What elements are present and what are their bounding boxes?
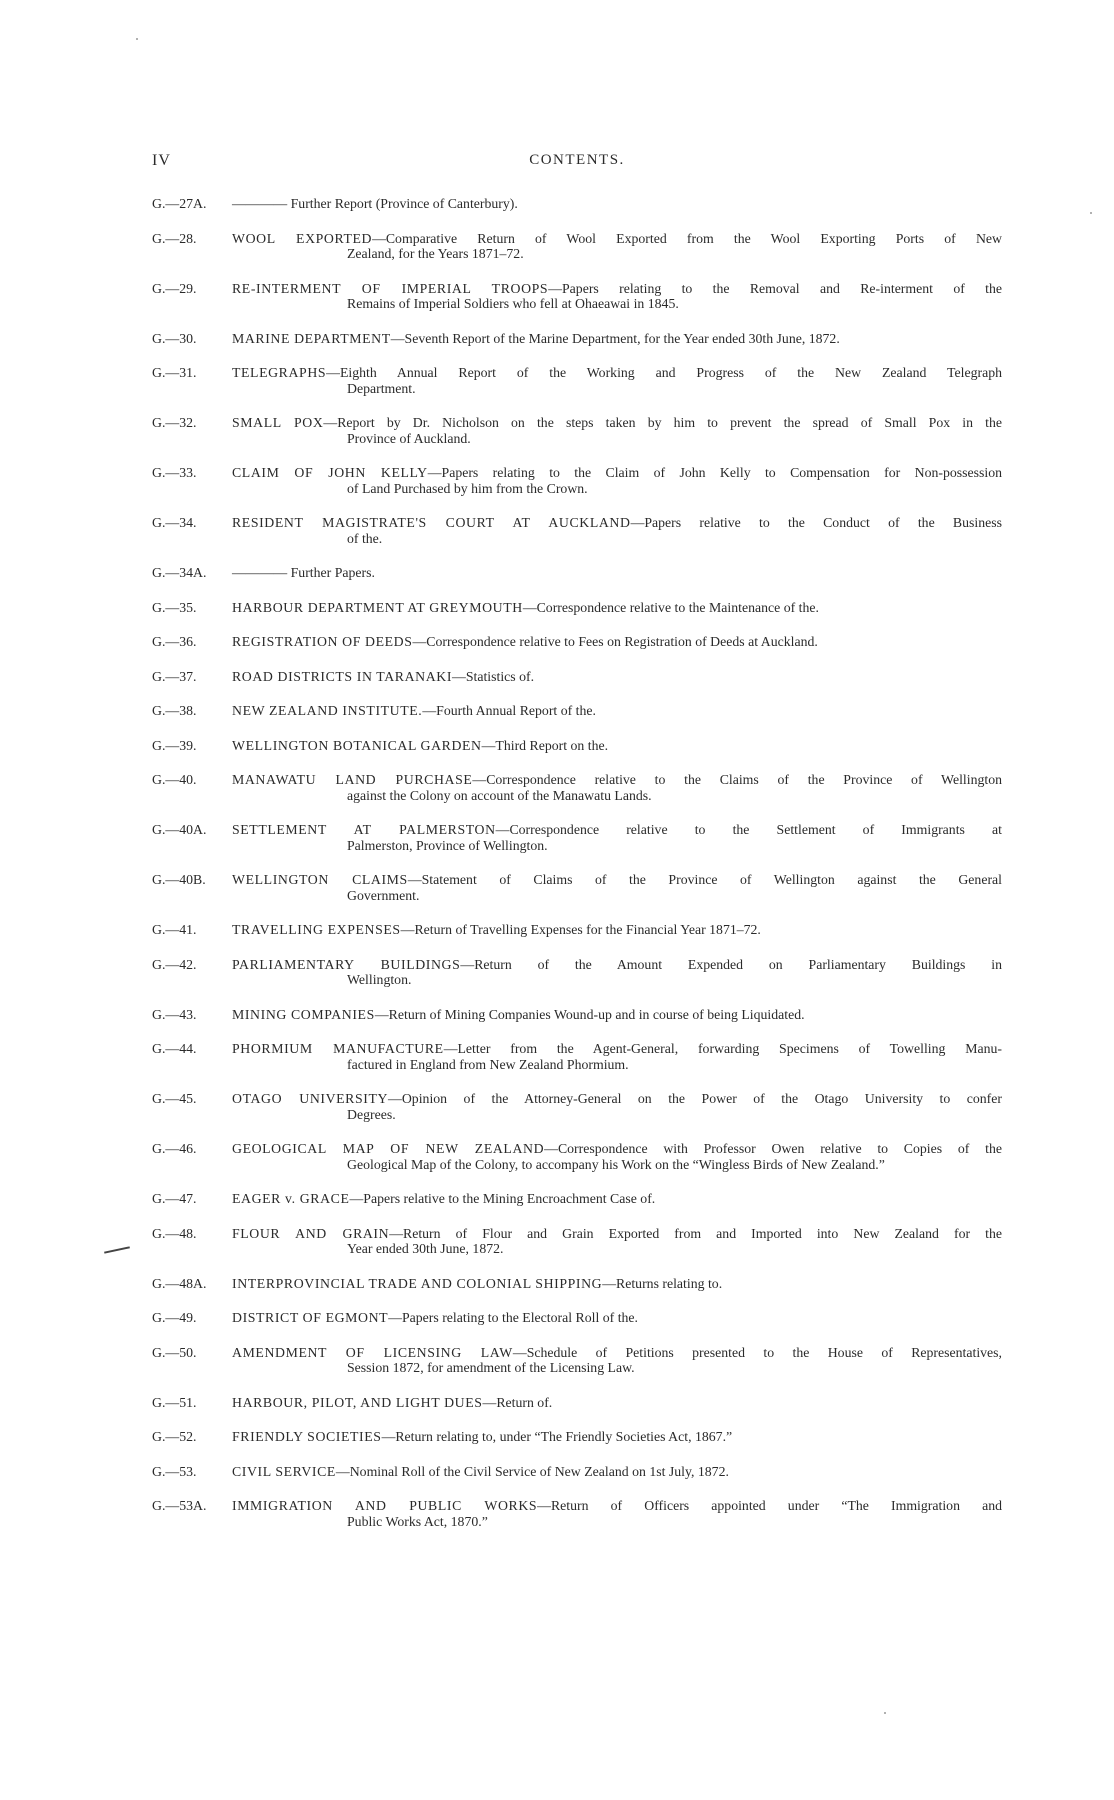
entry-code: G.—53A. [152, 1498, 207, 1513]
entry-code: G.—46. [152, 1141, 197, 1156]
entry-description: —Correspondence relative to the Settlement of Immigrants at [495, 822, 1002, 837]
entry-code: G.—47. [152, 1191, 197, 1206]
entry-continuation: Wellington. [347, 972, 412, 987]
entry-continuation: Palmerston, Province of Wellington. [347, 837, 548, 853]
entry-description: —Papers relating to the Removal and Re-interment of the [548, 280, 1002, 296]
entry-text [232, 1007, 1002, 1023]
contents-entry [152, 1345, 1002, 1376]
entry-title: MINING COMPANIES [232, 1006, 375, 1022]
entry-continuation: Geological Map of the Colony, to accompany his Work on the “Wingless Birds of New Zealand.” [347, 1156, 885, 1172]
contents-entry [152, 922, 1002, 938]
entry-title: RESIDENT MAGISTRATE'S COURT AT AUCKLAND [232, 515, 631, 530]
contents-entry [152, 634, 1002, 650]
entry-description: —Letter from the Agent-General, forwarding Specimens of Towelling Manu- [443, 1041, 1003, 1056]
entry-title: EAGER v. GRACE [232, 1191, 350, 1206]
entry-continuation: Remains of Imperial Soldiers who fell at Ohaeawai in 1845. [347, 296, 679, 311]
entry-title: IMMIGRATION AND PUBLIC WORKS [232, 1498, 538, 1513]
entry-text [232, 415, 1002, 431]
entry-continuation: Province of Auckland. [347, 430, 471, 446]
entry-code: G.—31. [152, 365, 197, 380]
contents-entry [152, 1464, 1002, 1480]
entry-title: MANAWATU LAND PURCHASE [232, 772, 473, 787]
entry-code: G.—38. [152, 703, 197, 718]
entry-description: —Returns relating to. [602, 1275, 723, 1291]
entry-text [232, 331, 1002, 347]
entry-continuation: Public Works Act, 1870.” [347, 1513, 488, 1529]
contents-entry [152, 1395, 1002, 1411]
entry-title: MARINE DEPARTMENT [232, 330, 391, 346]
contents-entry [152, 1191, 1002, 1207]
entry-description: —Papers relative to the Mining Encroachment Case of. [349, 1191, 656, 1206]
entry-title: WELLINGTON CLAIMS [232, 872, 408, 887]
entry-code: G.—50. [152, 1344, 197, 1360]
entry-title: FLOUR AND GRAIN [232, 1225, 390, 1241]
entry-text [232, 922, 1002, 938]
entry-code: G.—53. [152, 1463, 197, 1479]
entry-description: —Return relating to, under “The Friendly Societies Act, 1867.” [381, 1429, 733, 1444]
contents-entry [152, 515, 1002, 546]
entry-continuation: Year ended 30th June, 1872. [347, 1241, 504, 1256]
contents-entry [152, 565, 1002, 581]
entry-code: G.—29. [152, 280, 197, 296]
entry-title: CIVIL SERVICE [232, 1463, 336, 1479]
contents-entry [152, 738, 1002, 754]
page-header [152, 152, 1002, 176]
contents-entry [152, 1091, 1002, 1122]
entry-description: —Comparative Return of Wool Exported from the Wool Exporting Ports of New [372, 230, 1002, 246]
entry-code: G.—40B. [152, 872, 206, 887]
entry-text [232, 1429, 1002, 1445]
entry-code: G.—32. [152, 415, 197, 430]
contents-entry [152, 365, 1002, 396]
entry-text [232, 1091, 1002, 1107]
entry-title: DISTRICT OF EGMONT [232, 1310, 389, 1325]
entry-text [232, 231, 1002, 247]
entry-code: G.—34. [152, 515, 197, 530]
entry-title: CLAIM OF JOHN KELLY [232, 465, 428, 480]
entry-text [232, 600, 1002, 616]
contents-entry [152, 231, 1002, 262]
page-title: CONTENTS. [529, 152, 625, 168]
entry-text [232, 872, 1002, 888]
entry-text [232, 1310, 1002, 1326]
entry-description: —Return of Travelling Expenses for the Financial Year 1871–72. [400, 922, 761, 937]
entry-title: TRAVELLING EXPENSES [232, 922, 401, 937]
entry-text [232, 669, 1002, 685]
contents-entry [152, 1310, 1002, 1326]
entry-description: ———— Further Papers. [232, 565, 375, 580]
page-number: IV [152, 152, 171, 169]
entry-title: RE-INTERMENT OF IMPERIAL TROOPS [232, 280, 549, 296]
entry-title: REGISTRATION OF DEEDS [232, 634, 413, 649]
entry-text [232, 281, 1002, 297]
entry-description: —Third Report on the. [481, 737, 609, 753]
entry-description: —Statistics of. [452, 668, 535, 684]
entry-title: ROAD DISTRICTS IN TARANAKI [232, 668, 453, 684]
entry-code: G.—51. [152, 1394, 197, 1410]
entry-code: G.—36. [152, 634, 197, 649]
entry-title: WELLINGTON BOTANICAL GARDEN [232, 737, 482, 753]
entry-code: G.—52. [152, 1429, 197, 1444]
contents-entry [152, 772, 1002, 803]
contents-entry [152, 1276, 1002, 1292]
entry-description: —Correspondence relative to the Maintenance of the. [522, 599, 819, 615]
entry-description: —Return of. [482, 1394, 553, 1410]
entry-description: —Return of Mining Companies Wound-up and in course of being Liquidated. [374, 1006, 805, 1022]
entry-code: G.—44. [152, 1041, 197, 1056]
entry-code: G.—34A. [152, 565, 207, 580]
entry-code: G.—48. [152, 1225, 197, 1241]
entry-text [232, 772, 1002, 788]
contents-entry [152, 281, 1002, 312]
entry-continuation: Government. [347, 887, 420, 903]
entry-code: G.—48A. [152, 1275, 207, 1291]
margin-pencil-mark [104, 1246, 130, 1253]
entry-text [232, 196, 1002, 212]
contents-entry [152, 465, 1002, 496]
entry-text [232, 1141, 1002, 1157]
entry-continuation: Zealand, for the Years 1871–72. [347, 246, 524, 261]
entry-continuation: against the Colony on account of the Manawatu Lands. [347, 787, 652, 803]
entry-code: G.—35. [152, 599, 197, 615]
entry-title: HARBOUR, PILOT, AND LIGHT DUES [232, 1394, 483, 1410]
entry-text [232, 1191, 1002, 1207]
entry-description: —Return of the Amount Expended on Parliamentary Buildings in [460, 956, 1002, 972]
entry-description: —Fourth Annual Report of the. [422, 703, 596, 718]
entry-code: G.—42. [152, 956, 197, 972]
entry-text [232, 1041, 1002, 1057]
entry-title: OTAGO UNIVERSITY [232, 1091, 389, 1106]
entry-text [232, 1395, 1002, 1411]
entry-title: TELEGRAPHS [232, 365, 327, 380]
entry-description: —Statement of Claims of the Province of Wellington against the General [407, 872, 1002, 887]
entry-title: HARBOUR DEPARTMENT AT GREYMOUTH [232, 599, 523, 615]
contents-entry [152, 822, 1002, 853]
entry-code: G.—27A. [152, 196, 207, 211]
contents-entry [152, 669, 1002, 685]
paper-speck [1090, 212, 1092, 214]
entry-title: FRIENDLY SOCIETIES [232, 1429, 382, 1444]
paper-speck [884, 1712, 886, 1714]
entry-description: —Correspondence with Professor Owen relative to Copies of the [544, 1141, 1002, 1156]
entry-continuation: Department. [347, 380, 416, 396]
contents-entry [152, 957, 1002, 988]
entry-code: G.—41. [152, 922, 197, 937]
entry-description: —Schedule of Petitions presented to the House of Representatives, [512, 1344, 1002, 1360]
entry-code: G.—40. [152, 772, 197, 787]
entry-text [232, 822, 1002, 838]
entry-description: —Seventh Report of the Marine Department, for the Year ended 30th June, 1872. [390, 330, 840, 346]
contents-list [152, 196, 1002, 1548]
entry-text [232, 1498, 1002, 1514]
contents-entry [152, 1007, 1002, 1023]
entry-title: PARLIAMENTARY BUILDINGS [232, 956, 461, 972]
entry-text [232, 738, 1002, 754]
entry-code: G.—40A. [152, 822, 207, 837]
entry-description: —Papers relating to the Claim of John Kelly to Compensation for Non-possession [427, 465, 1002, 480]
entry-description: —Return of Flour and Grain Exported from and Imported into New Zealand for the [389, 1225, 1002, 1241]
entry-title: SMALL POX [232, 415, 324, 430]
entry-text [232, 634, 1002, 650]
entry-description: ———— Further Report (Province of Canterbury). [232, 196, 518, 211]
entry-code: G.—39. [152, 737, 197, 753]
contents-entry [152, 1226, 1002, 1257]
entry-continuation: of Land Purchased by him from the Crown. [347, 480, 588, 496]
entry-description: —Eighth Annual Report of the Working and Progress of the New Zealand Telegraph [326, 365, 1002, 380]
entry-code: G.—37. [152, 668, 197, 684]
entry-code: G.—49. [152, 1310, 197, 1325]
entry-description: —Report by Dr. Nicholson on the steps taken by him to prevent the spread of Small Pox in the [323, 415, 1002, 430]
entry-description: —Correspondence relative to Fees on Registration of Deeds at Auckland. [412, 634, 818, 649]
entry-description: —Papers relating to the Electoral Roll of the. [388, 1310, 638, 1325]
entry-code: G.—28. [152, 230, 197, 246]
entry-text [232, 565, 1002, 581]
contents-entry [152, 196, 1002, 212]
entry-code: G.—45. [152, 1091, 197, 1106]
contents-entry [152, 600, 1002, 616]
entry-continuation: factured in England from New Zealand Phormium. [347, 1056, 629, 1072]
entry-text [232, 365, 1002, 381]
entry-title: AMENDMENT OF LICENSING LAW [232, 1344, 513, 1360]
contents-entry [152, 331, 1002, 347]
entry-text [232, 1345, 1002, 1361]
entry-text [232, 957, 1002, 973]
contents-entry [152, 703, 1002, 719]
contents-entry [152, 1141, 1002, 1172]
entry-description: —Nominal Roll of the Civil Service of New Zealand on 1st July, 1872. [335, 1463, 729, 1479]
entry-title: INTERPROVINCIAL TRADE AND COLONIAL SHIPPING [232, 1275, 603, 1291]
entry-code: G.—43. [152, 1006, 197, 1022]
entry-text [232, 515, 1002, 531]
entry-code: G.—30. [152, 330, 197, 346]
entry-text [232, 465, 1002, 481]
entry-continuation: Session 1872, for amendment of the Licensing Law. [347, 1360, 635, 1375]
entry-continuation: of the. [347, 530, 383, 546]
entry-title: GEOLOGICAL MAP OF NEW ZEALAND [232, 1141, 545, 1156]
entry-continuation: Degrees. [347, 1106, 396, 1122]
contents-entry [152, 1498, 1002, 1529]
entry-text [232, 1276, 1002, 1292]
entry-title: WOOL EXPORTED [232, 230, 373, 246]
entry-description: —Opinion of the Attorney-General on the Power of the Otago University to confer [388, 1091, 1002, 1106]
paper-speck [136, 38, 138, 40]
entry-title: SETTLEMENT AT PALMERSTON [232, 822, 496, 837]
entry-description: —Correspondence relative to the Claims of the Province of Wellington [472, 772, 1002, 787]
contents-entry [152, 415, 1002, 446]
entry-description: —Return of Officers appointed under “The Immigration and [537, 1498, 1002, 1513]
entry-title: NEW ZEALAND INSTITUTE. [232, 703, 423, 718]
entry-text [232, 1464, 1002, 1480]
entry-description: —Papers relative to the Conduct of the Business [630, 515, 1003, 530]
entry-title: PHORMIUM MANUFACTURE [232, 1041, 444, 1056]
contents-entry [152, 872, 1002, 903]
contents-entry [152, 1041, 1002, 1072]
entry-code: G.—33. [152, 465, 197, 480]
contents-entry [152, 1429, 1002, 1445]
entry-text [232, 703, 1002, 719]
entry-text [232, 1226, 1002, 1242]
